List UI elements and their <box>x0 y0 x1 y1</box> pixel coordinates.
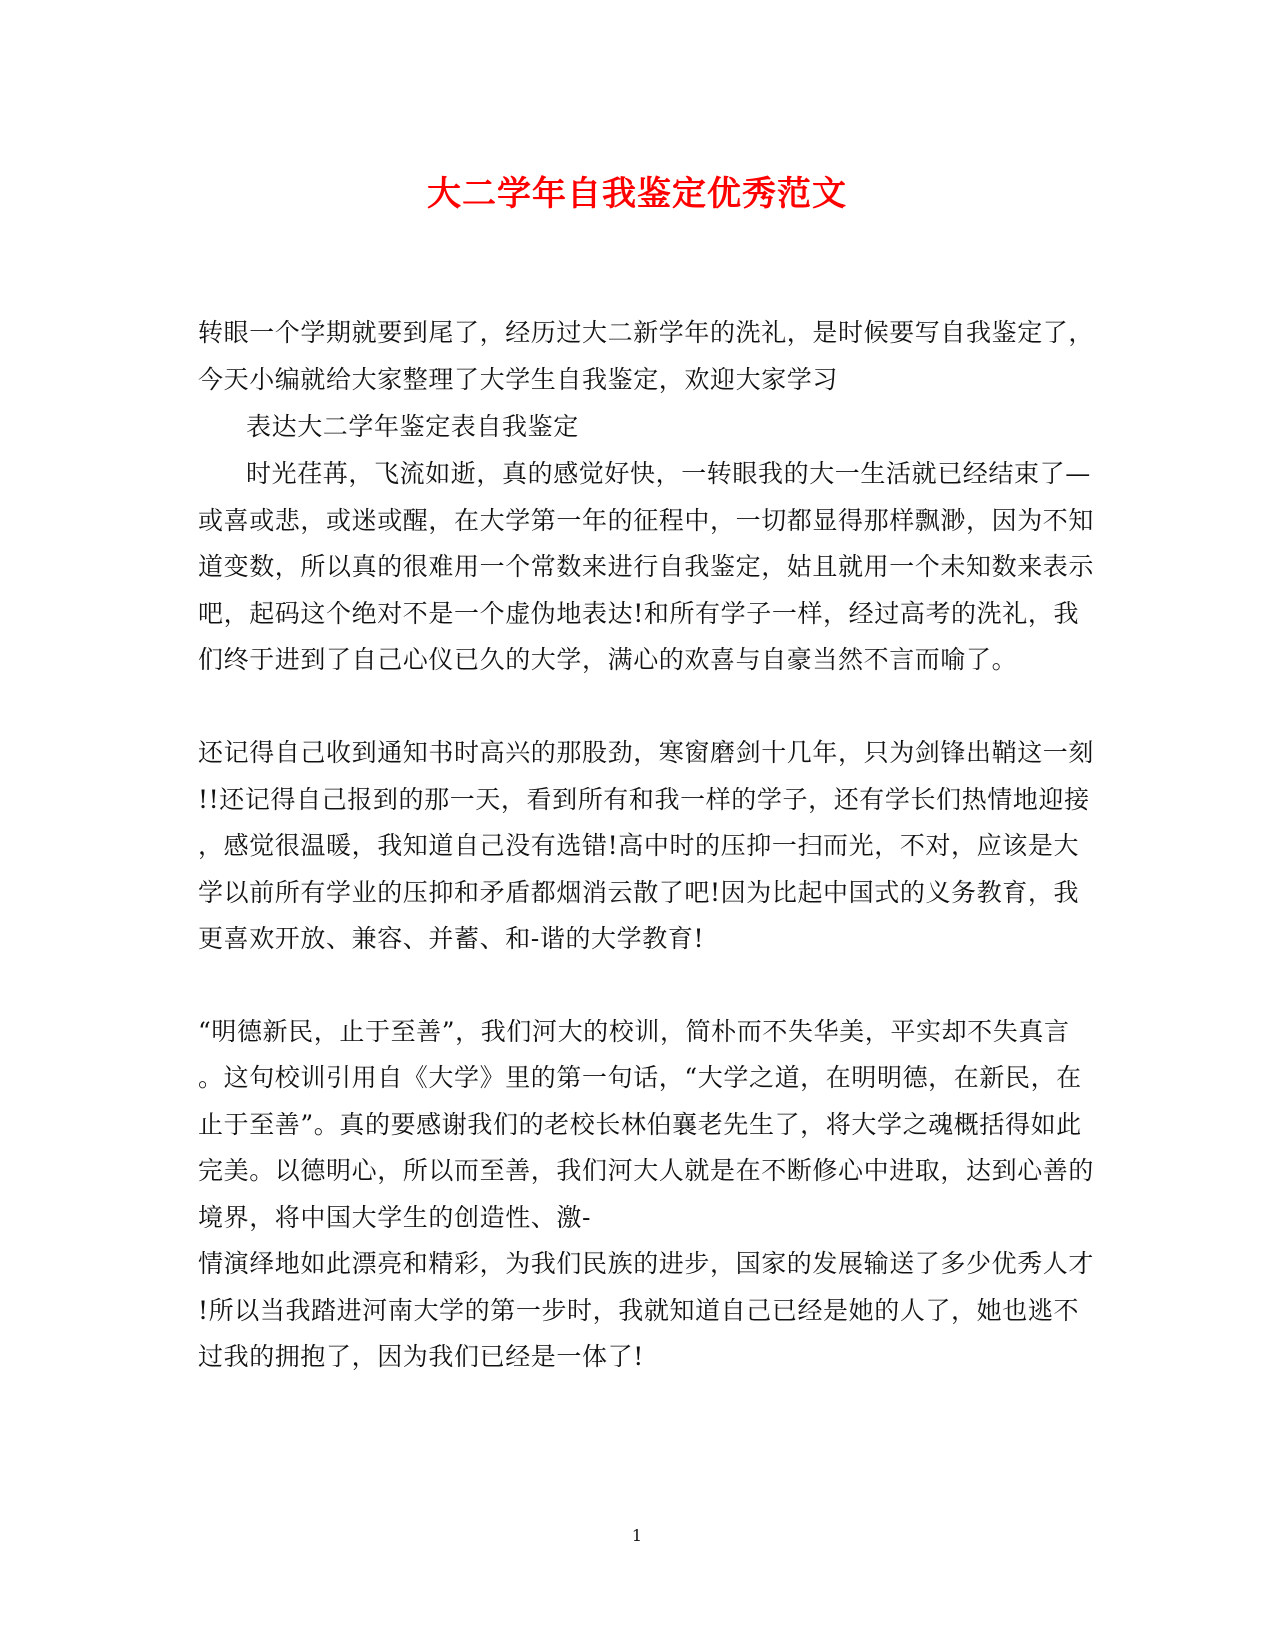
paragraph-line: ，感觉很温暖，我知道自己没有选错!高中时的压抑一扫而光，不对，应该是大 <box>198 831 1080 860</box>
paragraph-line: 完美。以德明心，所以而至善，我们河大人就是在不断修心中进取，达到心善的 <box>198 1156 1095 1185</box>
paragraph-line: 情演绎地如此漂亮和精彩，为我们民族的进步，国家的发展输送了多少优秀人才 <box>198 1249 1095 1278</box>
paragraph-line: 们终于进到了自己心仪已久的大学，满心的欢喜与自豪当然不言而喻了。 <box>198 645 1018 674</box>
paragraph-line: “明德新民，止于至善”，我们河大的校训，简朴而不失华美，平实却不失真言 <box>198 1017 1070 1046</box>
paragraph-line: !所以当我踏进河南大学的第一步时，我就知道自己已经是她的人了，她也逃不 <box>198 1296 1080 1325</box>
paragraph-line: 还记得自己收到通知书时高兴的那股劲，寒窗磨剑十几年，只为剑锋出鞘这一刻 <box>198 738 1095 767</box>
paragraph-line: 道变数，所以真的很难用一个常数来进行自我鉴定，姑且就用一个未知数来表示 <box>198 552 1095 581</box>
paragraph-line: 吧，起码这个绝对不是一个虚伪地表达!和所有学子一样，经过高考的洗礼，我 <box>198 599 1080 628</box>
paragraph-line: 境界，将中国大学生的创造性、激- <box>198 1203 592 1232</box>
paragraph-line: 或喜或悲，或迷或醒，在大学第一年的征程中，一切都显得那样飘渺，因为不知 <box>198 506 1095 535</box>
paragraph-line: 学以前所有学业的压抑和矛盾都烟消云散了吧!因为比起中国式的义务教育，我 <box>198 878 1080 907</box>
paragraph-line: 今天小编就给大家整理了大学生自我鉴定，欢迎大家学习 <box>198 365 839 394</box>
paragraph-line: 。这句校训引用自《大学》里的第一句话，“大学之道，在明明德，在新民，在 <box>198 1063 1082 1092</box>
paragraph-line: !!还记得自己报到的那一天，看到所有和我一样的学子，还有学长们热情地迎接 <box>198 785 1090 814</box>
paragraph-line: 转眼一个学期就要到尾了，经历过大二新学年的洗礼，是时候要写自我鉴定了， <box>198 318 1095 347</box>
paragraph-line: 更喜欢开放、兼容、并蓄、和-谐的大学教育! <box>198 924 705 953</box>
document-title: 大二学年自我鉴定优秀范文 <box>427 174 847 214</box>
paragraph-line: 过我的拥抱了，因为我们已经是一体了! <box>198 1342 644 1371</box>
paragraph-line: 止于至善”。真的要感谢我们的老校长林伯襄老先生了，将大学之魂概括得如此 <box>198 1110 1082 1139</box>
paragraph-line: 时光荏苒，飞流如逝，真的感觉好快，一转眼我的大一生活就已经结束了— <box>246 459 1091 488</box>
page-number: 1 <box>631 1526 643 1545</box>
section-heading: 表达大二学年鉴定表自我鉴定 <box>246 412 579 441</box>
